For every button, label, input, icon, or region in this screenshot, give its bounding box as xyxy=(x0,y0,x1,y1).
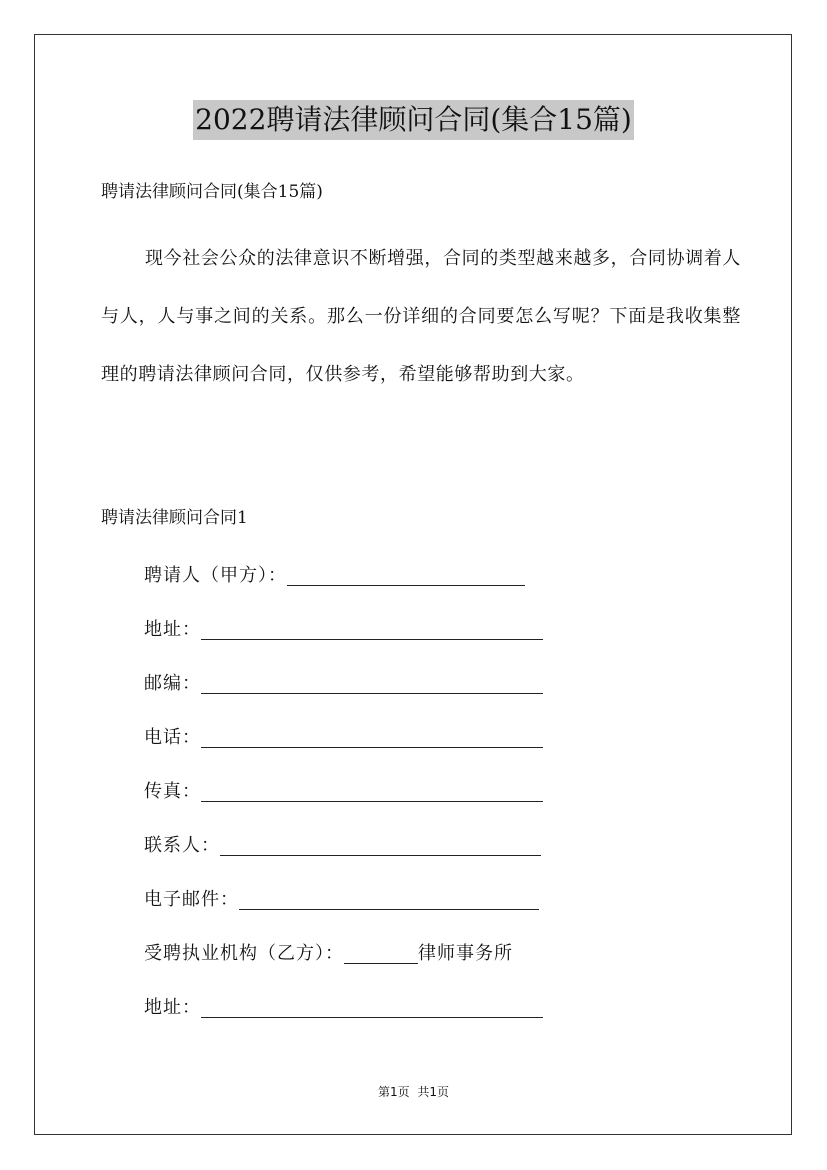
fill-in-blank[interactable] xyxy=(287,565,525,586)
intro-paragraph: 现今社会公众的法律意识不断增强，合同的类型越来越多，合同协调着人与人，人与事之间的关系。那么一份详细的合同要怎么写呢？下面是我收集整理的聘请法律顾问合同，仅供参考，希望能够帮助到大家。 xyxy=(101,248,741,385)
field-email xyxy=(144,887,539,913)
field-firm-address xyxy=(144,995,543,1021)
fill-in-blank[interactable] xyxy=(201,997,543,1018)
field-label: 电话： xyxy=(144,727,201,748)
title-container xyxy=(0,100,827,140)
field-label: 聘请人（甲方）： xyxy=(144,565,287,586)
field-postcode xyxy=(144,671,543,697)
page-footer: 第1页 共1页 xyxy=(377,1085,450,1099)
field-label: 地址： xyxy=(144,619,201,640)
field-label: 电子邮件： xyxy=(144,889,239,910)
field-suffix: 律师事务所 xyxy=(418,943,513,964)
field-label: 地址： xyxy=(144,997,201,1018)
field-fax xyxy=(144,779,543,805)
fill-in-blank[interactable] xyxy=(201,727,543,748)
document-subtitle: 聘请法律顾问合同(集合15篇) xyxy=(101,182,323,202)
field-label: 联系人： xyxy=(144,835,220,856)
document-title: 2022聘请法律顾问合同(集合15篇) xyxy=(193,100,634,140)
field-client xyxy=(144,563,525,589)
field-label: 邮编： xyxy=(144,673,201,694)
field-contact xyxy=(144,833,541,859)
fill-in-blank[interactable] xyxy=(201,781,543,802)
fill-in-blank[interactable] xyxy=(239,889,539,910)
fill-in-blank[interactable] xyxy=(201,619,543,640)
field-label: 传真： xyxy=(144,781,201,802)
field-law-firm xyxy=(144,941,513,967)
field-label: 受聘执业机构（乙方）： xyxy=(144,943,344,964)
fill-in-blank[interactable] xyxy=(344,943,418,964)
fill-in-blank[interactable] xyxy=(220,835,541,856)
fill-in-blank[interactable] xyxy=(201,673,543,694)
field-phone xyxy=(144,725,543,751)
section-heading: 聘请法律顾问合同1 xyxy=(101,508,248,528)
field-client-address xyxy=(144,617,543,643)
